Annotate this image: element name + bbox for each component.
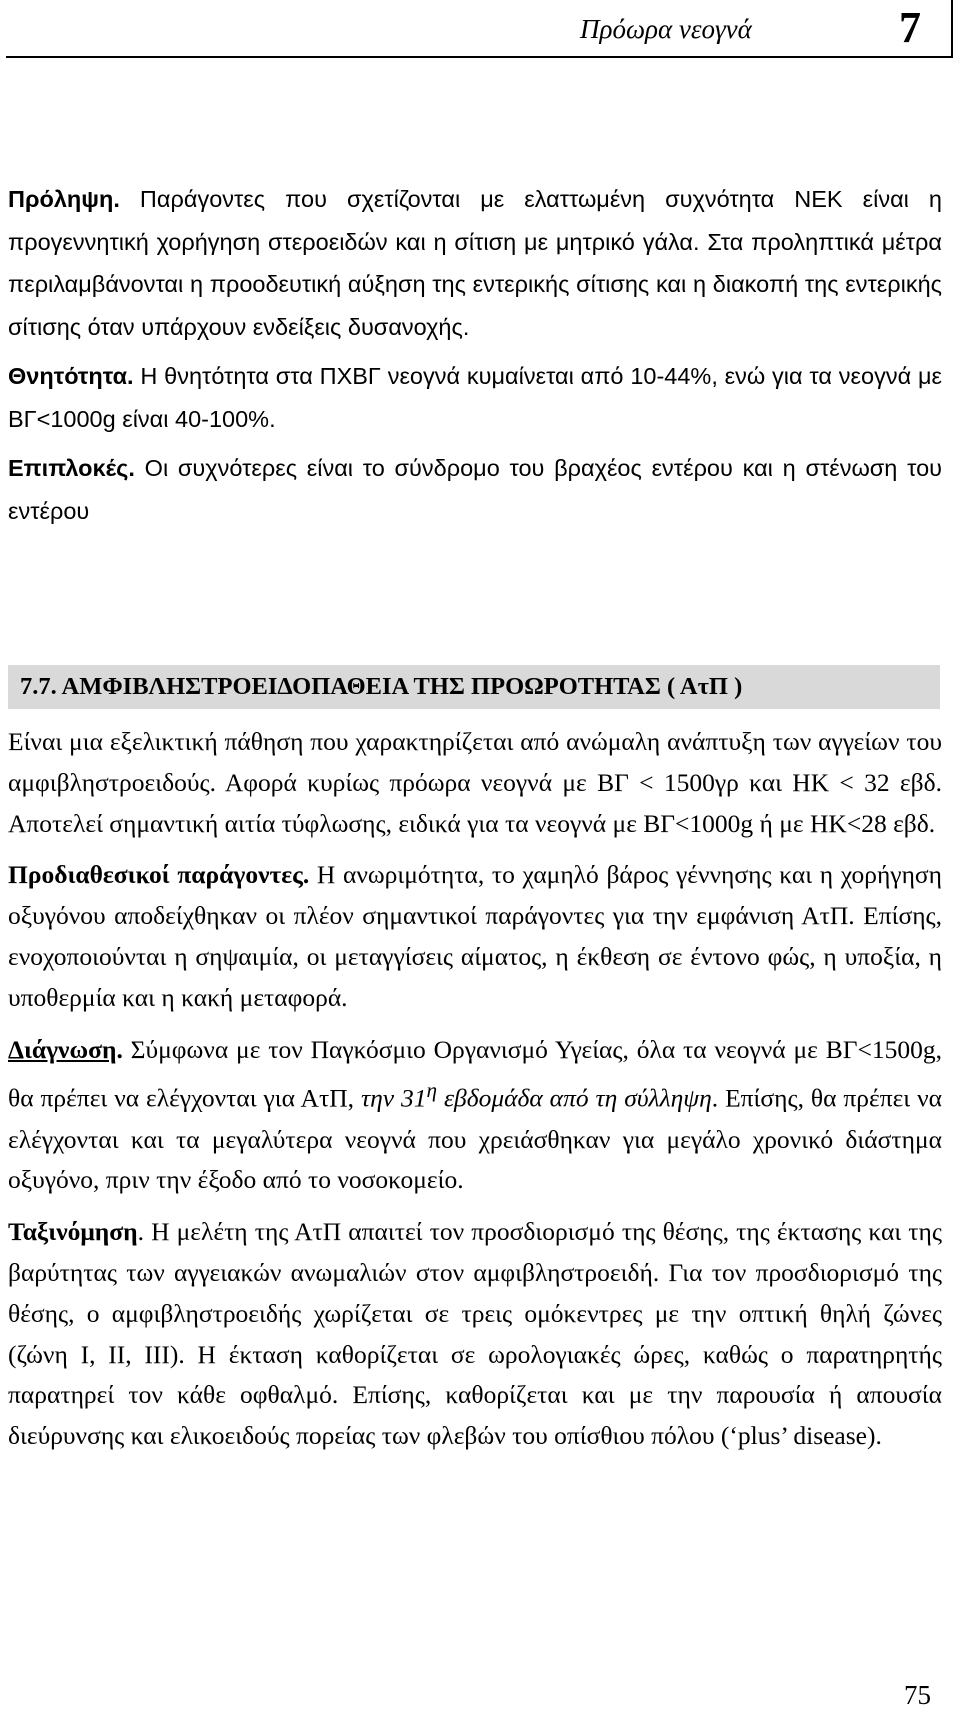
- nek-subsections: [8, 178, 942, 532]
- diagnosis-italic-2: εβδομάδα από τη σύλληψη: [437, 1083, 712, 1113]
- header-vertical-rule: [951, 0, 953, 56]
- risk-factors-label: Προδιαθεσικοί παράγοντες.: [8, 860, 310, 890]
- risk-factors-paragraph: [8, 855, 942, 1018]
- page-number: 75: [904, 1680, 931, 1710]
- mortality-paragraph: [8, 355, 942, 440]
- section-heading: 7.7. ΑΜΦΙΒΛΗΣΤΡΟΕΙΔΟΠΑΘΕΙΑ ΤΗΣ ΠΡΟΩΡΟΤΗΤΑΣ ( ΑτΠ ): [8, 665, 940, 709]
- diagnosis-label-dot: .: [116, 1034, 123, 1064]
- chapter-number: 7: [899, 3, 921, 52]
- rop-section-body: [8, 722, 942, 1457]
- diagnosis-superscript: η: [426, 1078, 438, 1103]
- complications-label: Επιπλοκές.: [8, 455, 135, 481]
- diagnosis-text-2: . Επίσης, θα πρέπει να ελέγχονται και τα μεγαλύτερα νεογνά που χρειάσθηκαν για μεγάλο χρονικό διάστημα οξυγόνο, πριν την έξοδο από το νοσοκομείο.: [8, 1083, 942, 1195]
- prevention-paragraph: [8, 178, 942, 348]
- rop-intro-paragraph: Είναι μια εξελικτική πάθηση που χαρακτηρίζεται από ανώμαλη ανάπτυξη των αγγείων του αμφιβληστροειδούς. Αφορά κυρίως πρόωρα νεογνά με ΒΓ < 1500γρ και ΗΚ < 32 εβδ. Αποτελεί σημαντική αιτία τύφλωσης, ειδικά για τα νεογνά με ΒΓ<1000g ή με ΗΚ<28 εβδ.: [8, 727, 942, 838]
- complications-text: Οι συχνότερες είναι το σύνδρομο του βραχέος εντέρου και η στένωση του εντέρου: [8, 455, 942, 524]
- risk-factors-text: Η ανωριμότητα, το χαμηλό βάρος γέννησης και η χορήγηση οξυγόνου αποδείχθηκαν οι πλέον σημαντικοί παράγοντες για την εμφάνιση ΑτΠ. Επίσης, ενοχοποιούνται η σηψαιμία, οι μεταγγίσεις αίματος, η έκθεση σε έντονο φώς, η υποξία, η υποθερμία και η κακή μεταφορά.: [8, 860, 942, 1012]
- classification-paragraph: [8, 1212, 942, 1457]
- prevention-label: Πρόληψη.: [8, 186, 120, 212]
- mortality-text: Η θνητότητα στα ΠΧΒΓ νεογνά κυμαίνεται από 10-44%, ενώ για τα νεογνά με ΒΓ<1000g είναι 40-100%.: [8, 363, 942, 432]
- classification-label: Ταξινόμηση: [8, 1217, 138, 1247]
- prevention-text: Παράγοντες που σχετίζονται με ελαττωμένη συχνότητα ΝΕΚ είναι η προγεννητική χορήγηση στεροειδών και η σίτιση με μητρικό γάλα. Στα προληπτικά μέτρα περιλαμβάνονται η προοδευτική αύξηση της εντερικής σίτισης και η διακοπή της εντερικής σίτισης όταν υπάρχουν ενδείξεις δυσανοχής.: [8, 186, 942, 340]
- header-rule: [6, 56, 953, 58]
- diagnosis-text-1: Σύμφωνα με τον Παγκόσμιο Οργανισμό Υγείας, όλα τα νεογνά με ΒΓ<1500g, θα πρέπει να ελέγχονται για ΑτΠ,: [8, 1034, 942, 1113]
- mortality-label: Θνητότητα.: [8, 363, 134, 389]
- complications-paragraph: [8, 447, 942, 532]
- classification-text: . Η μελέτη της ΑτΠ απαιτεί τον προσδιορισμό της θέσης, της έκτασης και της βαρύτητας των αγγειακών ανωμαλιών στον αμφιβληστροειδή. Για τον προσδιορισμό της θέσης, ο αμφιβληστροειδής χωρίζεται σε τρεις ομόκεντρες με την οπτική θηλή ζώνες (ζώνη Ι, ΙΙ, ΙΙΙ). Η έκταση καθορίζεται σε ωρολογιακές ώρες, καθώς ο παρατηρητής παρατηρεί τον κάθε οφθαλμό. Επίσης, καθορίζεται και με την παρουσία ή απουσία διεύρυνσης και ελικοειδούς πορείας των φλεβών του οπίσθιου πόλου (‘plus’ disease).: [8, 1217, 942, 1451]
- running-header-title: Πρόωρα νεογνά: [580, 14, 752, 44]
- diagnosis-paragraph: [8, 1030, 942, 1202]
- diagnosis-italic-1: την 31: [360, 1083, 427, 1113]
- diagnosis-label: Διάγνωση: [8, 1034, 117, 1064]
